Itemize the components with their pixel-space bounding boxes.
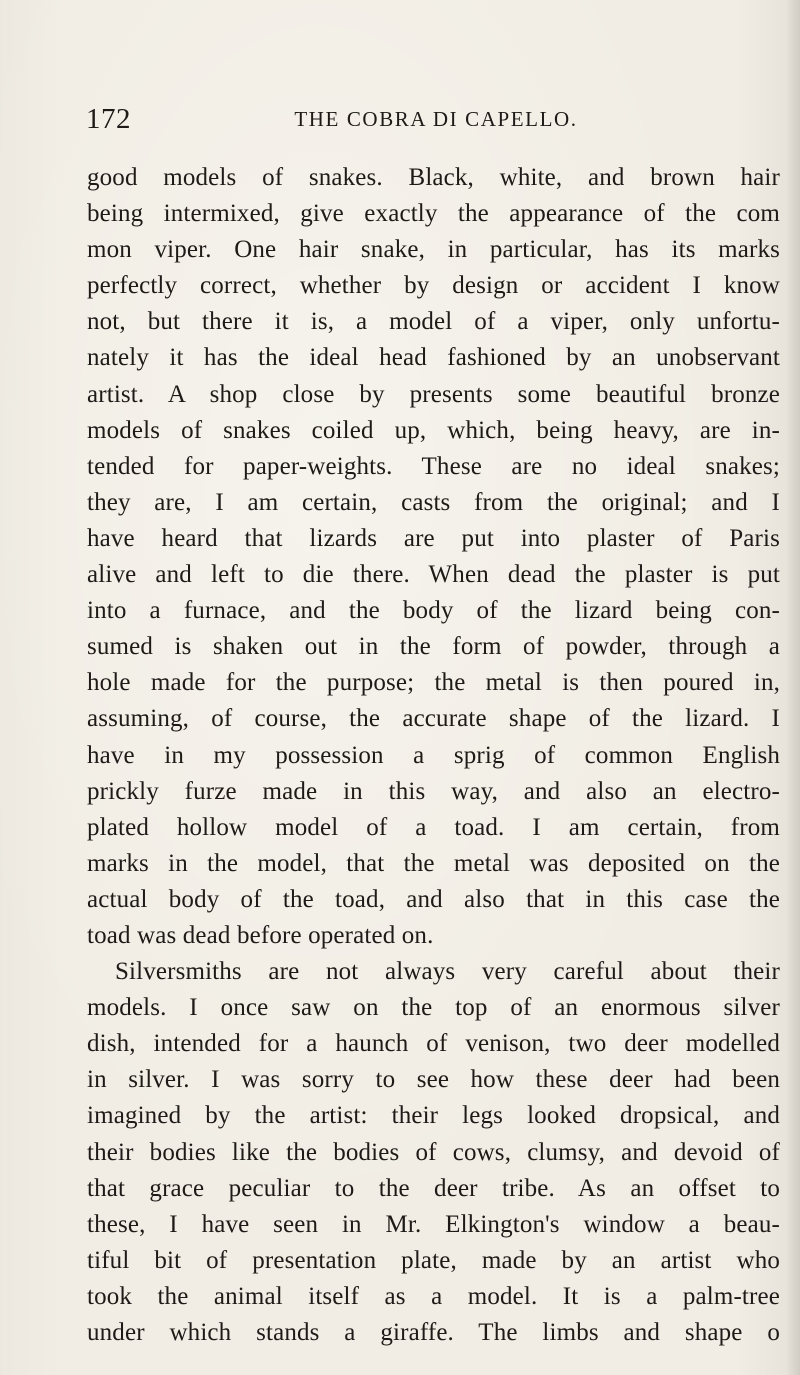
text-line: being intermixed, give exactly the appearance of the com (87, 200, 780, 228)
text-line: into a furnace, and the body of the lizard being con- (87, 597, 780, 625)
text-line: that grace peculiar to the deer tribe. As an offset to (87, 1174, 780, 1202)
running-title: THE COBRA DI CAPELLO. (294, 107, 578, 131)
text-line: sumed is shaken out in the form of powder, through a (87, 633, 780, 661)
paragraph-end-line: toad was dead before operated on. (87, 921, 434, 949)
body-text (87, 160, 780, 1351)
paragraph-start-line: Silversmiths are not always very careful about their (115, 958, 780, 986)
text-line: imagined by the artist: their legs looked dropsical, and (87, 1102, 780, 1130)
text-line: models of snakes coiled up, which, being heavy, are in- (87, 416, 780, 444)
text-line: dish, intended for a haunch of venison, two deer modelled (87, 1030, 780, 1058)
text-line: models. I once saw on the top of an enormous silver (87, 994, 780, 1022)
text-line: these, I have seen in Mr. Elkington's window a beau- (87, 1210, 780, 1238)
text-line: prickly furze made in this way, and also an electro- (87, 777, 780, 805)
text-line: have heard that lizards are put into plaster of Paris (87, 524, 780, 552)
text-line: good models of snakes. Black, white, and brown hair (87, 164, 780, 191)
text-line: perfectly correct, whether by design or accident I know (87, 272, 780, 300)
text-line: assuming, of course, the accurate shape of the lizard. I (87, 705, 780, 733)
page-header (86, 103, 766, 137)
text-line: actual body of the toad, and also that in this case the (87, 885, 780, 913)
text-line: they are, I am certain, casts from the original; and I (87, 488, 780, 516)
text-line: plated hollow model of a toad. I am certain, from (87, 813, 780, 841)
text-line: not, but there it is, a model of a viper, only unfortu- (87, 308, 780, 336)
text-line: took the animal itself as a model. It is a palm-tree (87, 1282, 780, 1310)
text-line: tended for paper-weights. These are no ideal snakes; (87, 452, 780, 480)
text-line: hole made for the purpose; the metal is then poured in, (87, 669, 780, 697)
page-number: 172 (86, 103, 131, 135)
text-line: marks in the model, that the metal was deposited on the (87, 849, 780, 877)
text-line: in silver. I was sorry to see how these deer had been (87, 1066, 780, 1094)
text-line: artist. A shop close by presents some beautiful bronze (87, 380, 780, 408)
text-line: under which stands a giraffe. The limbs and shape o (87, 1319, 780, 1346)
text-line: alive and left to die there. When dead the plaster is put (87, 561, 780, 589)
text-line: mon viper. One hair snake, in particular, has its marks (87, 236, 780, 264)
text-line: nately it has the ideal head fashioned by an unobservant (87, 344, 780, 372)
page-edge-shadow (786, 0, 800, 1375)
text-line: their bodies like the bodies of cows, clumsy, and devoid of (87, 1138, 780, 1166)
text-line: have in my possession a sprig of common English (87, 741, 780, 769)
text-line: tiful bit of presentation plate, made by an artist who (87, 1246, 780, 1274)
